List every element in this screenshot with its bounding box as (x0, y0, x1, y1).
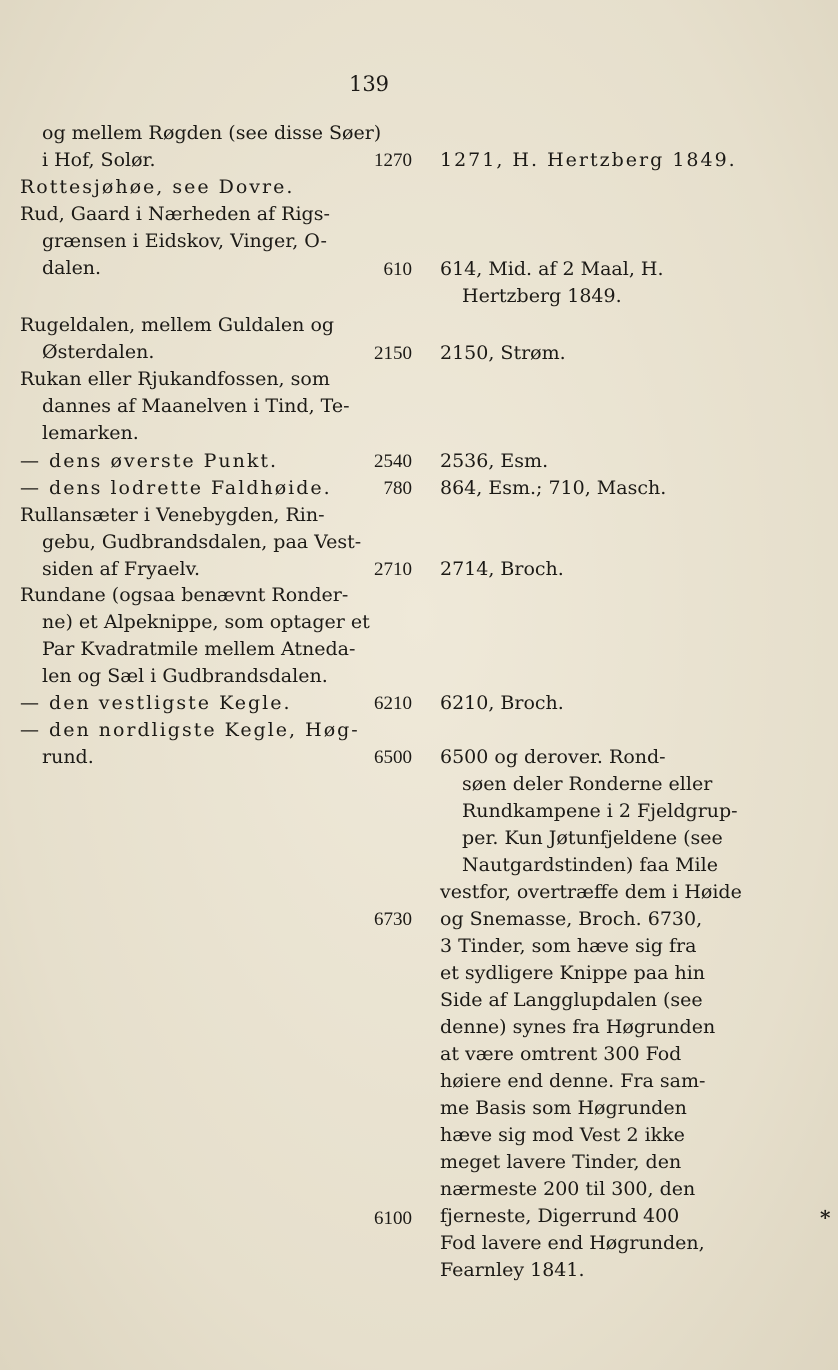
entry-text: — den nordligste Kegle, Høg- rund. (20, 719, 360, 768)
entry-number: 6210 (374, 693, 412, 714)
entry-number: 2540 (374, 451, 412, 472)
entry-text: Rottesjøhøe, see Dovre. (20, 176, 295, 198)
page-number: 139 (348, 72, 390, 96)
entry-text: — dens øverste Punkt. (20, 450, 279, 472)
entry-source: 864, Esm.; 710, Masch. (440, 477, 667, 499)
entry-source: 6500 og derover. Rond- søen deler Ronderne eller Rundkampene i 2 Fjeldgrup- per. Kun Jøtunfjeldene (see Nautgardstinden) faa Mile vestfor, overtræffe dem i Høide og Snemasse, Broch. 6730, 3 Tinder, som hæve sig fra et sydligere Knippe paa hin Side af Langglupdalen (see denne) synes fra Høgrunden at være omtrent 300 Fod høiere end denne. Fra sam- me Basis som Høgrunden hæve sig mod Vest 2 ikke meget lavere Tinder, den nærmeste 200 til 300, den fjerneste, Digerrund 400 Fod lavere end Høgrunden, Fearnley 1841. (440, 746, 742, 1281)
entry-number: 6730 (374, 909, 412, 930)
entry-source: 2150, Strøm. (440, 342, 566, 364)
entry-text: Rundane (ogsaa benævnt Ronder- ne) et Alpeknippe, som optager et Par Kvadratmile mellem Atneda- len og Sæl i Gudbrandsdalen. (20, 584, 370, 687)
entry-text: — dens lodrette Faldhøide. (20, 477, 332, 499)
entry-source: 614, Mid. af 2 Maal, H. Hertzberg 1849. (440, 258, 664, 307)
entry-source: 2714, Broch. (440, 558, 564, 580)
entry-source: 1271, H. Hertzberg 1849. (440, 149, 737, 171)
entry-text: — den vestligste Kegle. (20, 692, 292, 714)
entry-number: 2710 (374, 559, 412, 580)
entry-text: Rukan eller Rjukandfossen, som dannes af Maanelven i Tind, Te- lemarken. (20, 368, 350, 444)
entry-number: 610 (383, 259, 412, 280)
entry-text: Rugeldalen, mellem Guldalen og Østerdalen. (20, 314, 335, 363)
entry-number: 780 (383, 478, 412, 499)
entry-text: Rud, Gaard i Nærheden af Rigs- grænsen i Eidskov, Vinger, O- dalen. (20, 203, 330, 279)
entry-source: 2536, Esm. (440, 450, 549, 472)
margin-mark: ⁎ (820, 1200, 831, 1224)
entry-source: 6210, Broch. (440, 692, 564, 714)
entry-text: Rullansæter i Venebygden, Rin- gebu, Gudbrandsdalen, paa Vest- siden af Fryaelv. (20, 504, 362, 580)
entry-number: 1270 (374, 150, 412, 171)
entry-number: 6500 (374, 747, 412, 768)
entry-number: 6100 (374, 1208, 412, 1229)
entry-number: 2150 (374, 343, 412, 364)
entry-text: og mellem Røgden (see disse Søer) i Hof, Solør. (42, 122, 382, 171)
